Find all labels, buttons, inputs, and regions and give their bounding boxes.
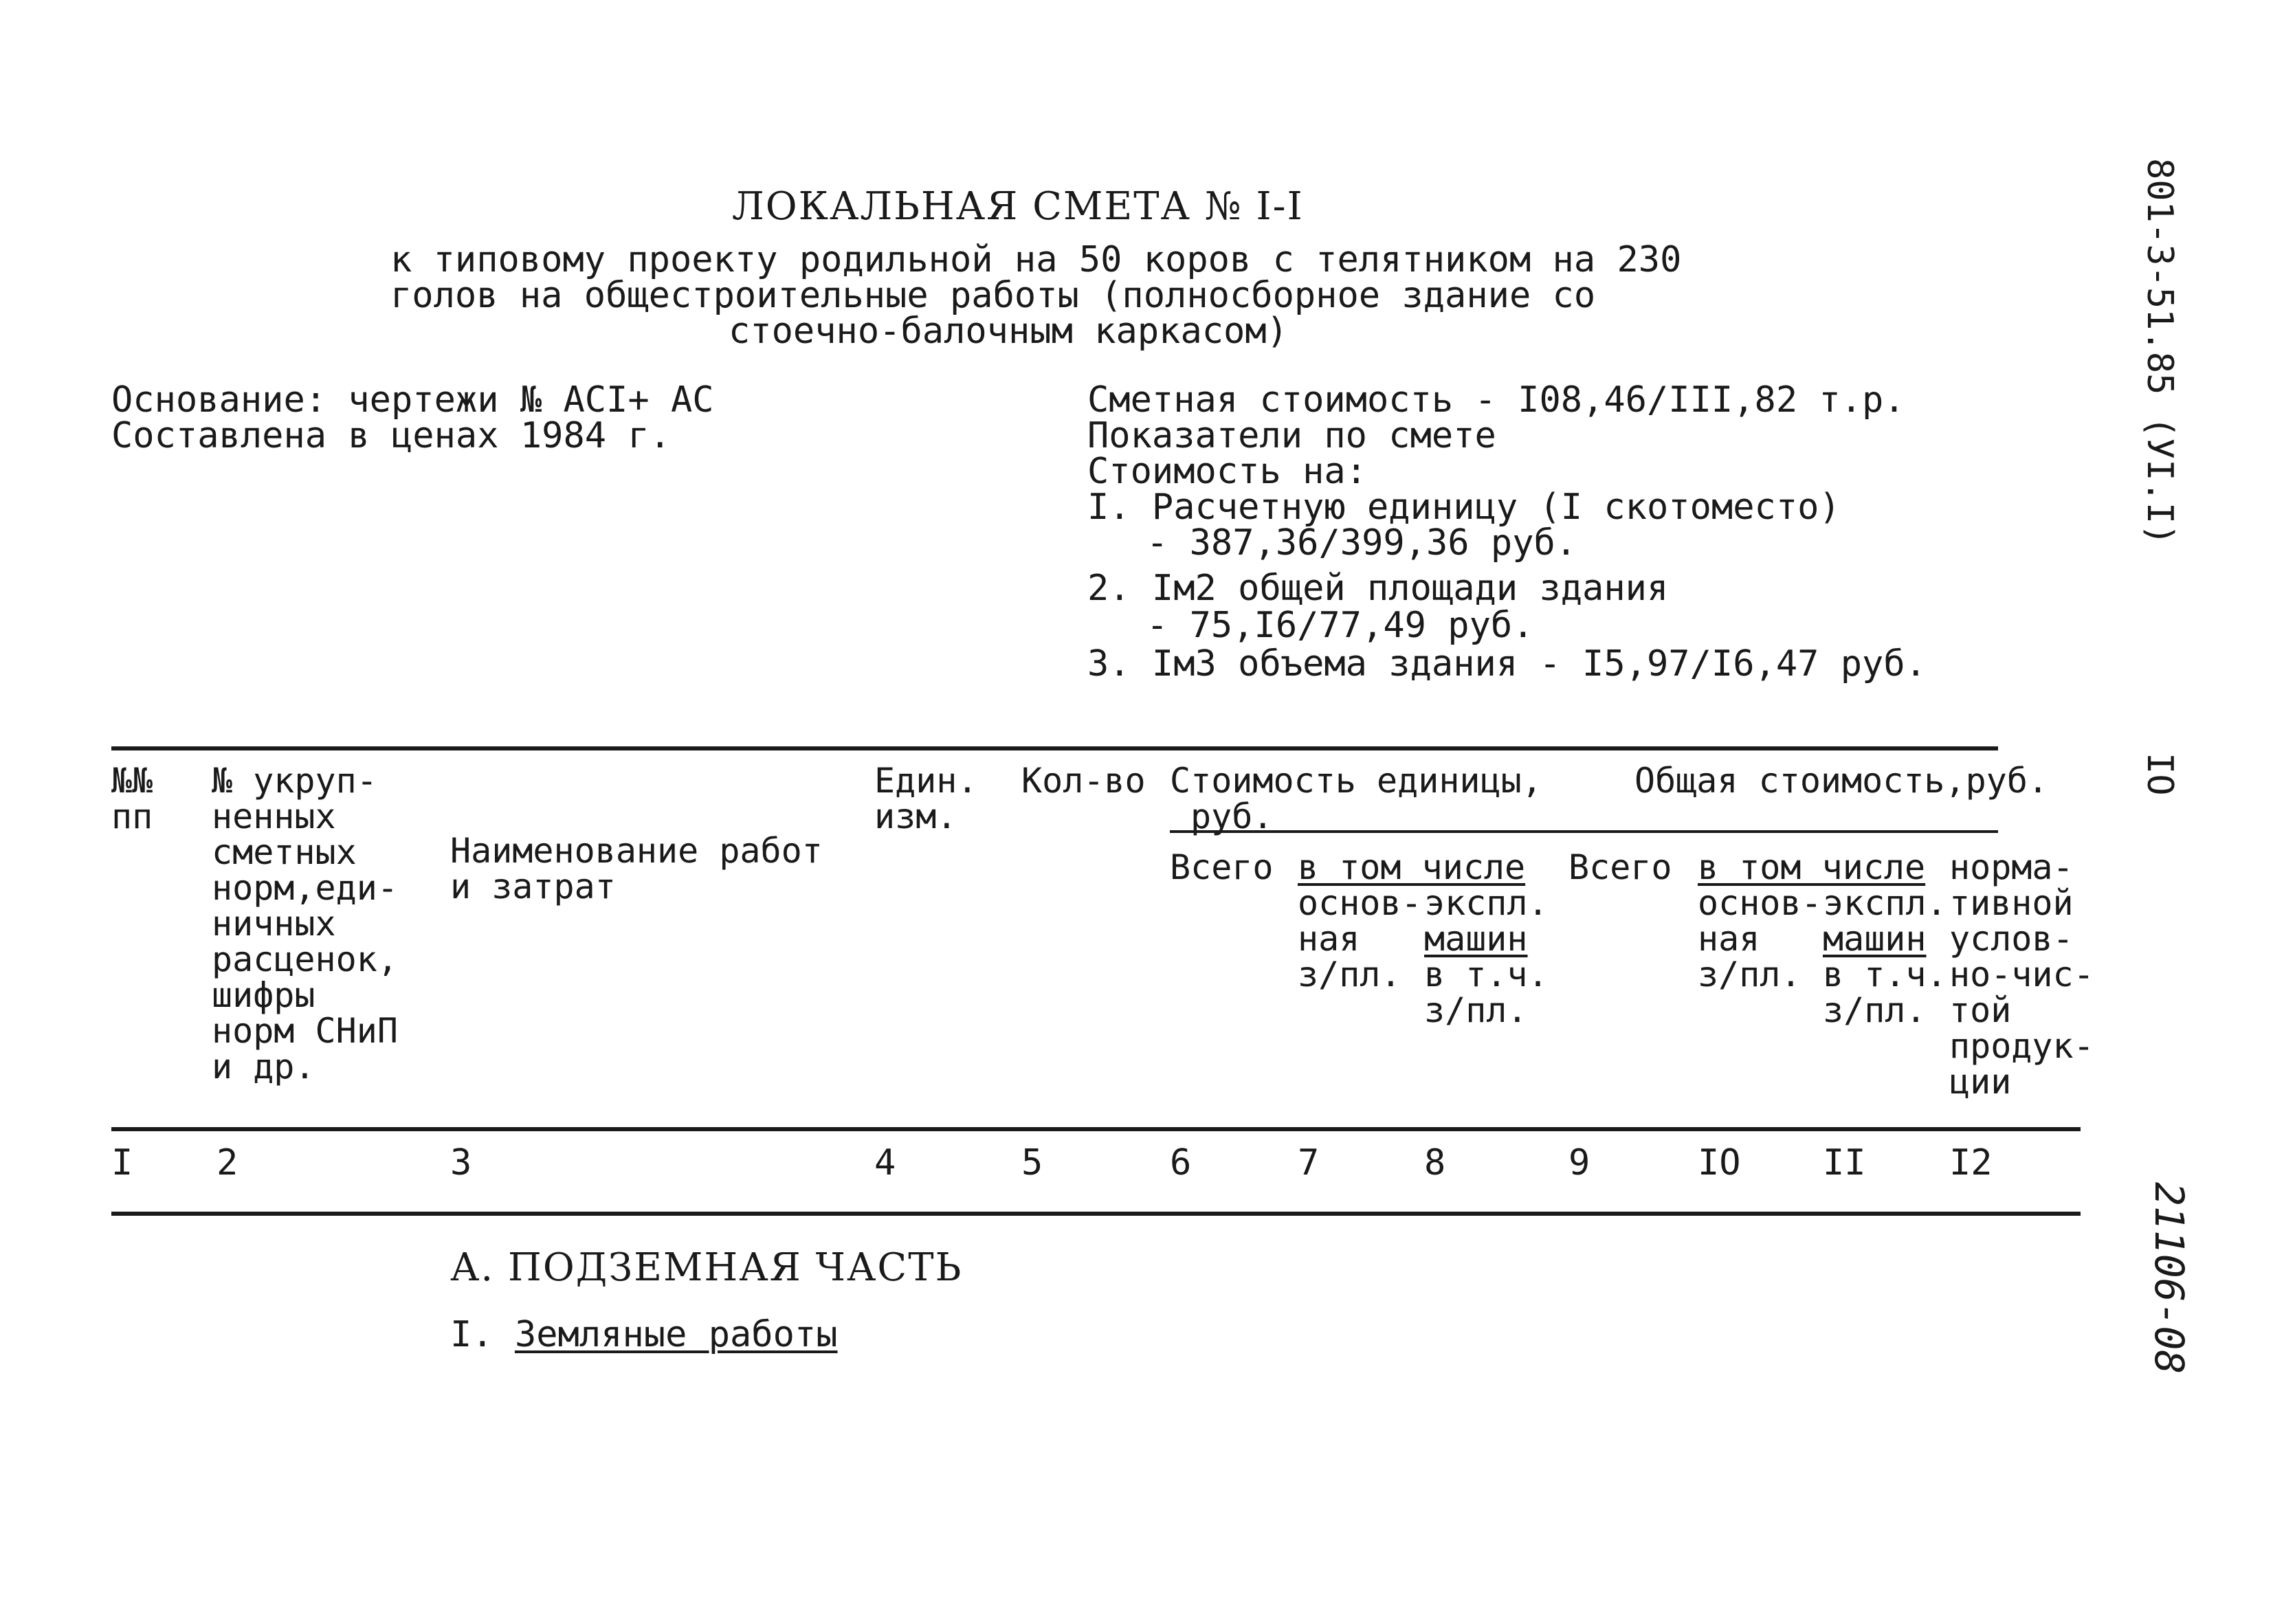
header-col4: Един. изм. [874,761,978,836]
column-number-9: 9 [1568,1142,1590,1183]
handwritten-number: 21106-08 [2146,1182,2193,1375]
header-unit-all: Всего [1170,847,1274,887]
work-section [450,1314,838,1355]
subtitle-line-3: стоечно-балочным каркасом) [729,311,1288,352]
header-col2: № укруп- ненных сметных норм,еди- ничных расценок, шифры норм СНиП и др. [212,761,398,1087]
column-number-3: 3 [450,1142,472,1183]
column-number-2: 2 [217,1142,239,1183]
section-part-title: А. ПОДЗЕМНАЯ ЧАСТЬ [450,1245,963,1290]
column-number-6: 6 [1170,1142,1192,1183]
indicator-2: 2. Iм2 общей площади здания [1087,568,1669,609]
subtitle-line-1: к типовому проекту родильной на 50 коров с телятником на 230 [390,239,1682,280]
numbers-bottom-rule [111,1212,2081,1216]
indicator-2-value: - 75,I6/77,49 руб. [1146,605,1534,646]
header-total-machine: экспл. машин в т.ч. з/пл. [1823,883,1947,1030]
work-section-number: I. [450,1314,494,1355]
header-bottom-rule [111,1127,2081,1131]
header-col3: Наименование работ и затрат [450,831,823,906]
subtitle-line-2: голов на общестроительные работы (полносборное здание со [390,275,1596,316]
header-total-basic: основ- ная з/пл. [1698,883,1822,994]
header-unit-basic: основ- ная з/пл. [1298,883,1422,994]
basis-drawings: Основание: чертежи № АСI+ АС [111,379,714,421]
column-number-7: 7 [1298,1142,1320,1183]
header-unit-cost: Стоимость единицы, руб. [1170,761,1542,836]
page-number: IO [2139,753,2180,796]
column-number-11: II [1823,1142,1866,1183]
column-number-1: I [111,1142,133,1183]
indicator-1: I. Расчетную единицу (I скотоместо) [1087,487,1841,528]
header-unit-machine: экспл. машин в т.ч. з/пл. [1424,883,1549,1030]
header-total-all: Всего [1568,847,1672,887]
estimate-indicators: Показатели по смете [1087,415,1496,456]
document-title: ЛОКАЛЬНАЯ СМЕТА № I-I [732,184,1304,229]
column-number-8: 8 [1424,1142,1446,1183]
estimate-cost-per: Стоимость на: [1087,451,1367,492]
header-col5: Кол-во [1021,761,1146,801]
project-code: 801-3-51.85 (УI.I) [2139,158,2180,546]
column-number-12: I2 [1949,1142,1993,1183]
header-total-cost: Общая стоимость,руб. [1634,761,2049,801]
header-norm: норма- тивной услов- но-чис- той продук- ции [1949,847,2094,1102]
work-section-name: Земляные работы [514,1314,838,1355]
header-col1: №№ пп [111,761,153,836]
column-number-4: 4 [874,1142,896,1183]
header-total-incl: в том числе [1698,847,1926,887]
column-number-5: 5 [1021,1142,1043,1183]
indicator-1-value: - 387,36/399,36 руб. [1146,522,1577,564]
indicator-3: 3. Iм3 объема здания - I5,97/I6,47 руб. [1087,643,1927,685]
table-top-rule [111,746,1998,750]
header-unit-incl: в том числе [1298,847,1526,887]
column-number-10: IO [1698,1142,1741,1183]
estimate-cost: Сметная стоимость - I08,46/III,82 т.р. [1087,379,1905,421]
basis-prices: Составлена в ценах 1984 г. [111,415,671,456]
